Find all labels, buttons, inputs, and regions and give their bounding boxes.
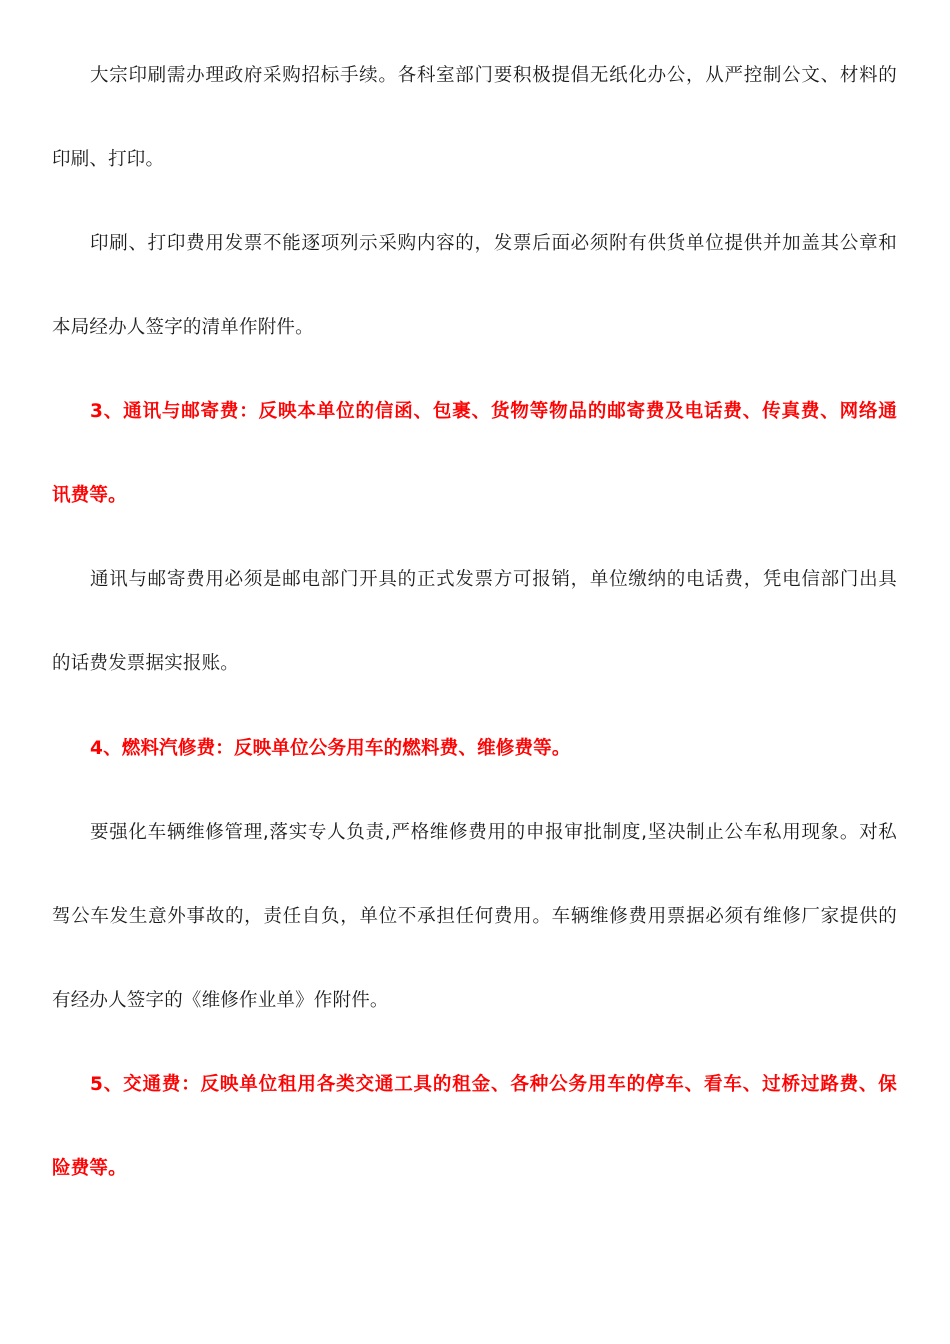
paragraph-printing-line-1: 大宗印刷需办理政府采购招标手续。各科室部门要积极提倡无纸化办公，从严控制公文、材料的 <box>90 65 897 86</box>
paragraph-vehicle-line-1: 要强化车辆维修管理,落实专人负责,严格维修费用的申报审批制度,坚决制止公车私用现象。对私 <box>90 822 897 843</box>
heading-transportation-line-1: 5、交通费：反映单位租用各类交通工具的租金、各种公务用车的停车、看车、过桥过路费、保 <box>90 1074 897 1095</box>
heading-communication-postage-line-2: 讯费等。 <box>52 485 127 506</box>
paragraph-printing-line-2: 印刷、打印。 <box>52 149 165 170</box>
paragraph-communication-line-1: 通讯与邮寄费用必须是邮电部门开具的正式发票方可报销，单位缴纳的电话费，凭电信部门出具 <box>90 569 897 590</box>
heading-communication-postage-line-1: 3、通讯与邮寄费：反映本单位的信函、包裹、货物等物品的邮寄费及电话费、传真费、网络通 <box>90 401 897 422</box>
paragraph-communication-line-2: 的话费发票据实报账。 <box>52 653 240 674</box>
paragraph-vehicle-line-3: 有经办人签字的《维修作业单》作附件。 <box>52 990 389 1011</box>
heading-transportation-line-2: 险费等。 <box>52 1158 127 1179</box>
paragraph-invoice-line-1: 印刷、打印费用发票不能逐项列示采购内容的，发票后面必须附有供货单位提供并加盖其公章和 <box>90 233 897 254</box>
paragraph-vehicle-line-2: 驾公车发生意外事故的，责任自负，单位不承担任何费用。车辆维修费用票据必须有维修厂家提供的 <box>52 906 897 927</box>
paragraph-invoice-line-2: 本局经办人签字的清单作附件。 <box>52 317 314 338</box>
heading-fuel-repair: 4、燃料汽修费：反映单位公务用车的燃料费、维修费等。 <box>90 738 571 759</box>
